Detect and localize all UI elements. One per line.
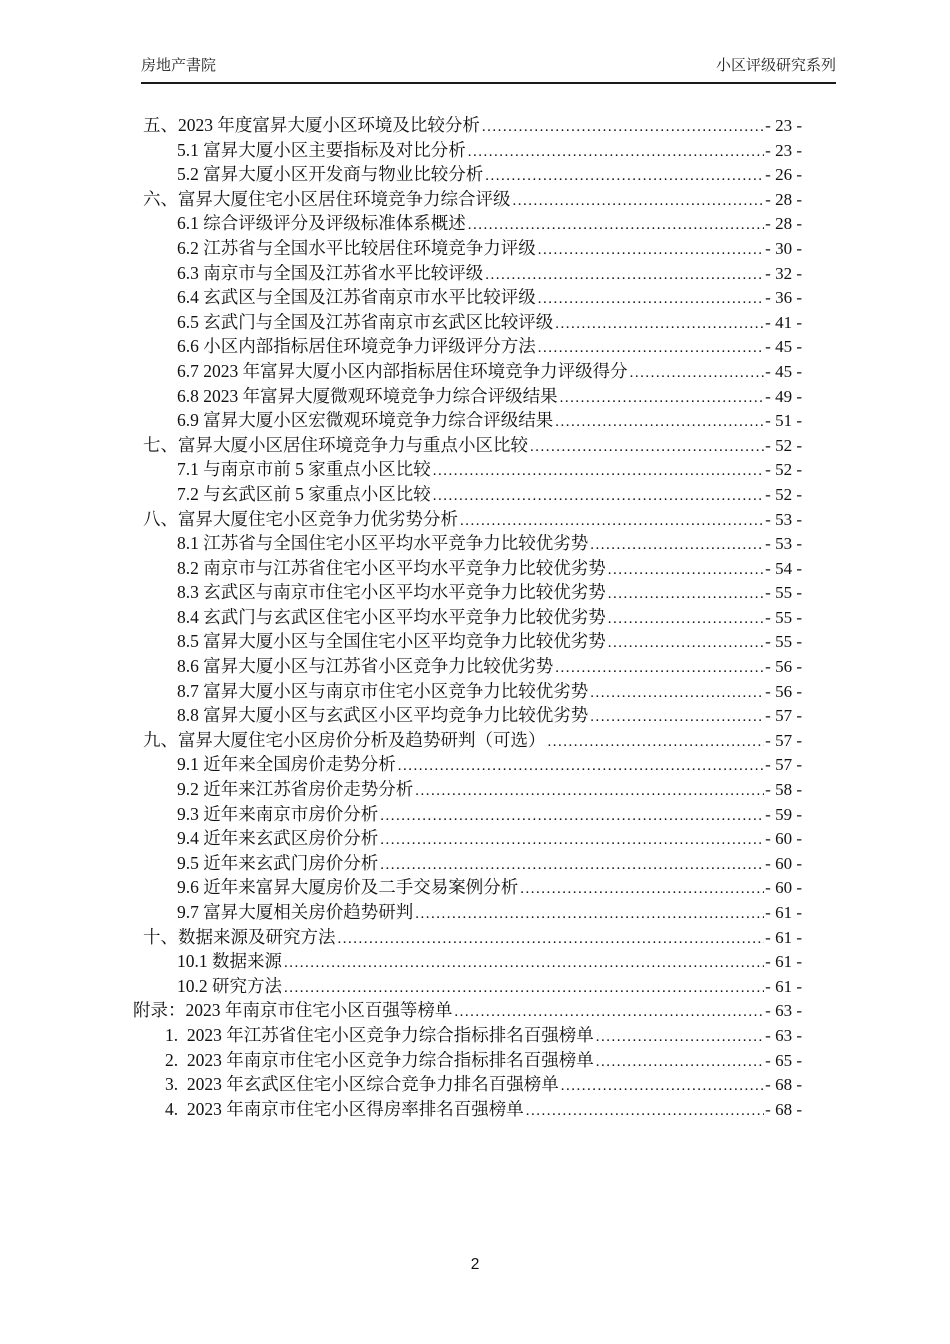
toc-entry-title: 6.9 富昇大厦小区宏微观环境竞争力综合评级结果 [177,410,554,431]
dot-leader [468,138,764,165]
toc-entry-page: - 60 - [765,853,802,873]
toc-entry-title: 六、富昇大厦住宅小区居住环境竞争力综合评级 [143,188,511,209]
toc-entry[interactable] [133,752,802,777]
toc-entry-title: 9.5 近年来玄武门房价分析 [177,852,379,873]
toc-entry[interactable] [133,802,802,827]
toc-entry[interactable] [133,310,802,335]
dot-leader [590,679,764,706]
dot-leader [284,974,764,1001]
dot-leader [548,728,765,755]
dot-leader [608,629,764,656]
toc-entry-title: 5.2 富昇大厦小区开发商与物业比较分析 [177,164,484,185]
toc-entry[interactable] [133,433,802,458]
toc-entry[interactable] [133,138,802,163]
toc-entry-page: - 53 - [765,509,802,529]
toc-entry-title: 8.1 江苏省与全国住宅小区平均水平竞争力比较优劣势 [177,533,589,554]
dot-leader [608,556,764,583]
toc-entry-page: - 51 - [765,411,802,431]
toc-entry-title: 3. 2023 年玄武区住宅小区综合竞争力排名百强榜单 [165,1074,559,1095]
table-of-contents [133,113,802,1121]
dot-leader [538,285,764,312]
toc-entry-page: - 56 - [765,657,802,677]
toc-entry-title: 8.8 富昇大厦小区与玄武区小区平均竞争力比较优劣势 [177,705,589,726]
toc-entry-title: 6.1 综合评级评分及评级标准体系概述 [177,213,466,234]
dot-leader [415,777,764,804]
toc-entry-page: - 45 - [765,361,802,381]
toc-entry[interactable] [133,974,802,999]
toc-entry[interactable] [133,507,802,532]
dot-leader [398,752,764,779]
toc-entry-title: 6.4 玄武区与全国及江苏省南京市水平比较评级 [177,287,536,308]
toc-entry-page: - 60 - [765,878,802,898]
dot-leader [482,113,764,140]
dot-leader [608,580,764,607]
dot-leader [485,261,764,288]
toc-entry[interactable] [133,236,802,261]
toc-entry[interactable] [133,654,802,679]
dot-leader [538,236,764,263]
toc-entry[interactable] [133,285,802,310]
dot-leader [560,384,765,411]
dot-leader [538,334,764,361]
toc-entry-title: 10.1 数据来源 [177,951,282,972]
toc-entry-title: 5.1 富昇大厦小区主要指标及对比分析 [177,139,466,160]
header-series-title: 小区评级研究系列 [715,57,836,74]
page-number: 2 [470,1256,480,1273]
toc-entry[interactable] [133,482,802,507]
dot-leader [380,802,764,829]
toc-entry-title: 附录：2023 年南京市住宅小区百强等榜单 [133,1000,453,1021]
toc-entry-title: 10.2 研究方法 [177,975,282,996]
toc-entry[interactable] [133,900,802,925]
dot-leader [433,482,764,509]
dot-leader [526,1097,764,1124]
toc-entry[interactable] [133,113,802,138]
toc-entry[interactable] [133,1023,802,1048]
toc-entry-page: - 68 - [765,1075,802,1095]
toc-entry[interactable] [133,1097,802,1122]
toc-entry-page: - 57 - [765,755,802,775]
toc-entry-page: - 49 - [765,386,802,406]
toc-entry-page: - 60 - [765,829,802,849]
toc-entry-page: - 61 - [765,976,802,996]
toc-entry-page: - 58 - [765,780,802,800]
dot-leader [520,875,764,902]
toc-entry-title: 9.1 近年来全国房价走势分析 [177,754,396,775]
toc-entry-page: - 54 - [765,558,802,578]
toc-entry-title: 五、2023 年度富昇大厦小区环境及比较分析 [143,115,480,135]
toc-entry-page: - 28 - [765,189,802,209]
toc-entry-title: 8.6 富昇大厦小区与江苏省小区竞争力比较优劣势 [177,656,554,677]
toc-entry-title: 6.6 小区内部指标居住环境竞争力评级评分方法 [177,336,536,357]
toc-entry-title: 9.7 富昇大厦相关房价趋势研判 [177,902,414,922]
dot-leader [596,1023,764,1050]
toc-entry-title: 七、富昇大厦小区居住环境竞争力与重点小区比较 [143,434,528,455]
toc-entry-title: 6.8 2023 年富昇大厦微观环境竞争力综合评级结果 [177,385,558,406]
toc-entry-title: 6.5 玄武门与全国及江苏省南京市玄武区比较评级 [177,311,554,332]
header-brand: 房地产書院 [141,57,217,74]
dot-leader [454,998,764,1025]
toc-entry-title: 6.3 南京市与全国及江苏省水平比较评级 [177,262,484,283]
toc-entry-page: - 55 - [765,607,802,627]
toc-entry-title: 7.1 与南京市前 5 家重点小区比较 [177,459,431,480]
toc-entry-page: - 23 - [765,140,802,160]
toc-entry[interactable] [133,408,802,433]
dot-leader [468,211,764,238]
dot-leader [555,310,764,337]
toc-entry-page: - 61 - [765,952,802,972]
toc-entry-page: - 55 - [765,583,802,603]
toc-entry[interactable] [133,261,802,286]
toc-entry-page: - 23 - [765,116,802,135]
toc-entry-title: 8.5 富昇大厦小区与全国住宅小区平均竞争力比较优劣势 [177,631,606,652]
toc-entry[interactable] [133,925,802,950]
toc-entry-page: - 57 - [765,706,802,726]
toc-entry-page: - 61 - [765,927,802,947]
dot-leader [433,457,764,484]
toc-entry-page: - 63 - [765,1025,802,1045]
toc-entry-title: 8.2 南京市与江苏省住宅小区平均水平竞争力比较优劣势 [177,557,606,578]
toc-entry-title: 8.4 玄武门与玄武区住宅小区平均水平竞争力比较优劣势 [177,606,606,627]
dot-leader [380,851,764,878]
toc-entry[interactable] [133,728,802,753]
toc-entry-page: - 63 - [765,1001,802,1021]
toc-entry[interactable] [133,187,802,212]
toc-entry-page: - 61 - [765,903,802,922]
toc-entry[interactable] [133,334,802,359]
dot-leader [380,826,764,853]
dot-leader [460,507,764,534]
toc-entry-title: 十、数据来源及研究方法 [143,926,336,947]
dot-leader [415,900,764,927]
toc-entry-page: - 36 - [765,288,802,308]
toc-entry-page: - 53 - [765,534,802,554]
toc-entry-page: - 41 - [765,312,802,332]
toc-entry-title: 8.3 玄武区与南京市住宅小区平均水平竞争力比较优劣势 [177,582,606,603]
toc-entry[interactable] [133,211,802,236]
toc-entry-title: 9.3 近年来南京市房价分析 [177,803,379,824]
toc-entry-title: 9.2 近年来江苏省房价走势分析 [177,779,414,800]
dot-leader [590,531,764,558]
toc-entry-page: - 65 - [765,1050,802,1070]
toc-entry[interactable] [133,629,802,654]
toc-entry-page: - 52 - [765,435,802,455]
toc-entry[interactable] [133,679,802,704]
toc-entry-page: - 52 - [765,484,802,504]
page-header [141,57,836,84]
dot-leader [608,605,764,632]
toc-entry-title: 8.7 富昇大厦小区与南京市住宅小区竞争力比较优劣势 [177,680,589,701]
toc-entry[interactable] [133,777,802,802]
toc-entry[interactable] [133,531,802,556]
toc-entry[interactable] [133,851,802,876]
toc-entry[interactable] [133,359,802,384]
toc-entry-page: - 45 - [765,337,802,357]
toc-entry-page: - 26 - [765,165,802,185]
dot-leader [590,703,764,730]
dot-leader [555,408,764,435]
toc-entry-title: 八、富昇大厦住宅小区竞争力优劣势分析 [143,508,458,529]
dot-leader [284,949,764,976]
dot-leader [596,1048,764,1075]
dot-leader [555,654,764,681]
toc-entry-page: - 59 - [765,804,802,824]
toc-entry-page: - 30 - [765,238,802,258]
dot-leader [630,359,765,386]
toc-entry[interactable] [133,1072,802,1097]
toc-entry-title: 9.4 近年来玄武区房价分析 [177,828,379,849]
toc-entry[interactable] [133,875,802,900]
toc-entry-title: 7.2 与玄武区前 5 家重点小区比较 [177,483,431,504]
toc-entry-title: 6.2 江苏省与全国水平比较居住环境竞争力评级 [177,237,536,258]
toc-entry-page: - 57 - [765,730,802,750]
toc-entry[interactable] [133,703,802,728]
toc-entry[interactable] [133,556,802,581]
toc-entry[interactable] [133,826,802,851]
dot-leader [530,433,764,460]
toc-entry-title: 9.6 近年来富昇大厦房价及二手交易案例分析 [177,877,519,898]
dot-leader [513,187,765,214]
toc-entry[interactable] [133,605,802,630]
toc-entry[interactable] [133,580,802,605]
dot-leader [561,1072,764,1099]
toc-entry-title: 4. 2023 年南京市住宅小区得房率排名百强榜单 [165,1098,524,1119]
dot-leader [485,162,764,189]
toc-entry-page: - 55 - [765,632,802,652]
toc-entry-title: 九、富昇大厦住宅小区房价分析及趋势研判（可选） [143,729,546,750]
toc-entry[interactable] [133,1048,802,1073]
toc-entry-page: - 52 - [765,460,802,480]
toc-entry-page: - 28 - [765,214,802,234]
toc-entry[interactable] [133,162,802,187]
toc-entry-title: 2. 2023 年南京市住宅小区竞争力综合指标排名百强榜单 [165,1049,594,1070]
toc-entry-page: - 32 - [765,263,802,283]
dot-leader [338,925,765,952]
toc-entry-title: 6.7 2023 年富昇大厦小区内部指标居住环境竞争力评级得分 [177,360,628,381]
toc-entry[interactable] [133,384,802,409]
toc-entry[interactable] [133,998,802,1023]
toc-entry-title: 1. 2023 年江苏省住宅小区竞争力综合指标排名百强榜单 [165,1024,594,1045]
page-footer [0,1256,950,1274]
toc-entry[interactable] [133,457,802,482]
toc-entry[interactable] [133,949,802,974]
toc-entry-page: - 68 - [765,1099,802,1119]
toc-entry-page: - 56 - [765,681,802,701]
